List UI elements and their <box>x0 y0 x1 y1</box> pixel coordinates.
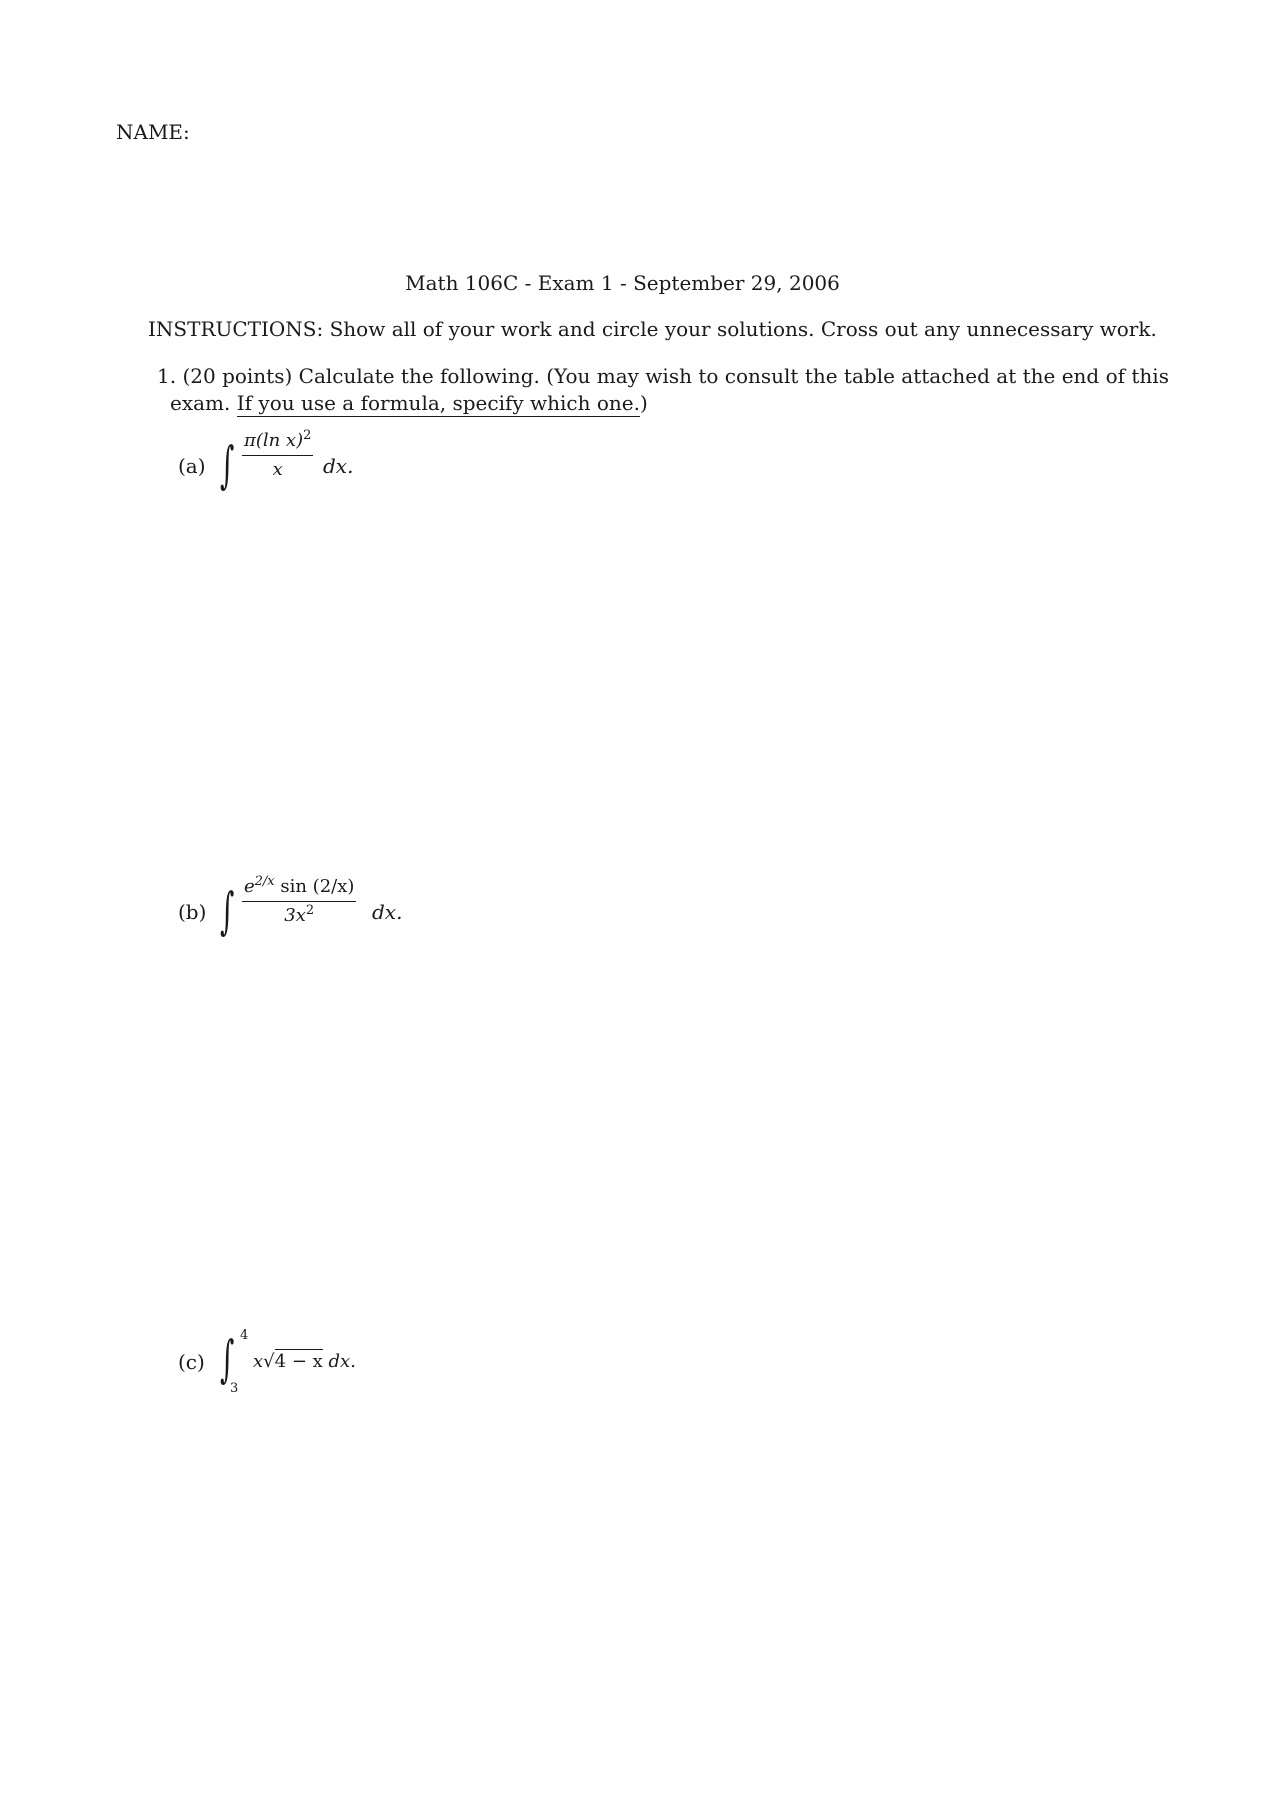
part-a-differential: dx. <box>323 454 354 478</box>
part-b-numerator: $e^{2/x}$ sin (2/x) <box>242 875 356 902</box>
radicand: 4 − x <box>274 1351 323 1372</box>
lower-limit: 3 <box>230 1381 239 1396</box>
question-1-line-2 <box>170 391 648 415</box>
integral-sign: ∫ <box>220 436 235 494</box>
integral-sign: ∫ <box>220 882 235 940</box>
instructions: INSTRUCTIONS: Show all of your work and circle your solutions. Cross out any unnecessary work. <box>148 317 1157 341</box>
part-a-label: (a) <box>178 454 206 478</box>
part-a-fraction <box>242 429 313 482</box>
question-points: (20 points) <box>182 364 293 388</box>
question-1-line-1 <box>157 364 1169 388</box>
part-a-numerator: π(ln x)$^2$ <box>242 429 313 456</box>
part-c-differential: dx. <box>328 1351 356 1372</box>
name-label: NAME: <box>116 120 190 144</box>
part-c-integrand: x√4 − x dx. <box>253 1351 356 1372</box>
upper-limit: 4 <box>240 1328 249 1343</box>
part-b-fraction <box>242 875 356 928</box>
integral-sign: ∫ <box>220 1330 235 1388</box>
formula-instruction: If you use a formula, specify which one. <box>236 391 640 415</box>
part-a-denominator: x <box>272 459 283 480</box>
part-b-denominator: $3x^2$ <box>284 903 315 926</box>
question-text-cont: exam. <box>170 391 231 415</box>
part-c-label: (c) <box>178 1350 205 1374</box>
closing-paren: ) <box>640 391 648 415</box>
part-b-label: (b) <box>178 900 207 924</box>
question-number: 1. <box>157 364 177 388</box>
part-b-differential: dx. <box>372 900 403 924</box>
question-text: Calculate the following. (You may wish to consult the table attached at the end of this <box>298 364 1169 388</box>
sqrt-symbol: √ <box>263 1351 275 1372</box>
exam-title: Math 106C - Exam 1 - September 29, 2006 <box>405 271 840 295</box>
